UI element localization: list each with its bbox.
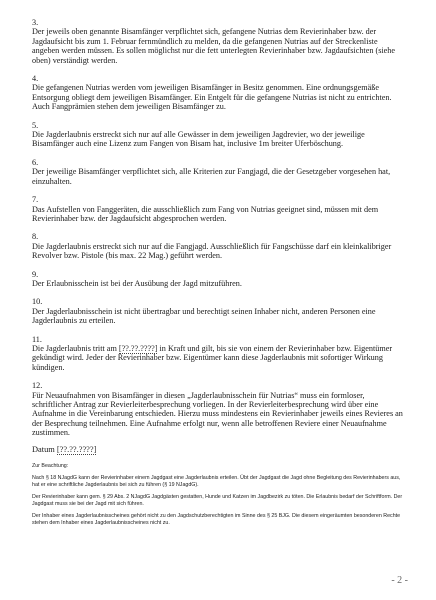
section-text: Der jeweils oben genannte Bisamfänger verpflichtet sich, gefangene Nutrias dem Revierinhaber bzw. der Jagdaufsicht bis zum 1. Februar fernmündlich zu melden, da die gefangenen Nutrias auf der Streckenliste angeben werden müssen. Es sollen möglichst nur die fett unterlegten Revierinhaber bzw. Jagdaufsichten (siehe oben) verständigt werden.: [32, 27, 396, 65]
section-text: Für Neuaufnahmen von Bisamfänger in diesen „Jagderlaubnisschein für Nutrias“ muss ein formloser, schriftlicher Antrag zur Revierleiterbesprechung vorliegen. In der Revierleiterbesprechung wird über eine Aufnahme in die Vereinbarung entschieden. Hierzu muss mindestens ein Revierinhaber jeweils eines Revieres an der Besprechung teilnehmen. Eine Aufnahme erfolgt nur, wenn alle betroffenen Reviere einer Neuaufnahme zustimmen.: [32, 390, 403, 438]
section-12: [32, 381, 406, 437]
section-text: Der Erlaubnisschein ist bei der Ausübung der Jagd mitzuführen.: [32, 278, 242, 288]
notes-title: Zur Beachtung:: [32, 462, 69, 469]
section-11: [32, 335, 406, 373]
section-7: [32, 195, 406, 223]
datum-placeholder: [??.??.????]: [56, 444, 97, 454]
section-9: [32, 270, 406, 289]
section-text: Das Aufstellen von Fanggeräten, die ausschließlich zum Fang von Nutrias geeignet sind, müssen mit dem Revierinhaber bzw. der Jagdaufsicht abgesprochen werden.: [32, 204, 379, 223]
note-item: Der Inhaber eines Jagderlaubnisscheines gehört nicht zu den Jagdschutzberechtigten im Sinne des § 25 BJG. Die diesem eingeräumten besonderen Rechte stehen dem Inhaber eines Jagderlaubnisscheines nicht zu.: [32, 512, 401, 526]
section-text: Der Jagderlaubnisschein ist nicht übertragbar und berechtigt seinen Inhaber nicht, anderen Personen eine Jagderlaubnis zu erteilen.: [32, 306, 376, 326]
section-number: 11.: [32, 334, 42, 344]
datum-line: [32, 445, 406, 455]
section-number: 5.: [32, 120, 39, 130]
section-text: Die Jagderlaubnis erstreckt sich nur auf alle Gewässer in dem jeweiligen Jagdrevier, wo der jeweilige Bisamfänger auch eine Lizenz zum Fangen von Bisam hat, inclusive 1m breiter Uferböschung.: [32, 130, 365, 149]
section-3: [32, 18, 406, 65]
section-text: Der jeweilige Bisamfänger verpflichtet sich, alle Kriterien zur Fangjagd, die der Gesetzgeber vorgesehen hat, einzuhalten.: [32, 167, 391, 186]
section-number: 10.: [32, 297, 43, 307]
section-8: [32, 232, 406, 260]
section-number: 9.: [32, 269, 39, 279]
section-text-before: Die Jagderlaubnis tritt am: [32, 343, 119, 353]
section-number: 6.: [32, 157, 39, 167]
page-number: - 2 -: [391, 575, 408, 586]
section-number: 3.: [32, 18, 39, 27]
section-6: [32, 158, 406, 186]
note-item: Der Revierinhaber kann gem. § 29 Abs. 2 NJagdG Jagdgästen gestatten, Hunde und Katzen im Jagdbezirk zu töten. Die Erlaubnis bedarf der Schriftform. Der Jagdgast muss sie bei der Jagd mit sich führen.: [32, 493, 403, 507]
section-number: 12.: [32, 381, 43, 391]
section-4: [32, 74, 406, 112]
note-item: Nach § 18 NJagdG kann der Revierinhaber einem Jagdgast eine Jagderlaubnis erteilen. Übt der Jagdgast die Jagd ohne Begleitung des Revierinhabers aus, hat er eine schriftliche Jagderlaubnis bei sich zu führen (§ 19 NJagdG).: [32, 474, 401, 488]
section-number: 8.: [32, 232, 39, 242]
section-10: [32, 297, 406, 325]
section-text: Die Jagderlaubnis erstreckt sich nur auf die Fangjagd. Ausschließlich für Fangschüsse darf ein kleinkalibriger Revolver bzw. Pistole (bis max. 22 Mag.) geführt werden.: [32, 241, 392, 261]
date-placeholder: [??.??.????]: [118, 343, 158, 353]
section-5: [32, 121, 406, 149]
section-text-after: in Kraft und gilt, bis sie von einem der Revierinhaber bzw. Eigentümer gekündigt wird. Jeder der Revierinhaber bzw. Eigentümer kann diese Jagderlaubnis mit sofortiger Wirkung kündigen.: [32, 343, 393, 372]
section-text: [32, 344, 406, 372]
datum-label: Datum: [32, 444, 57, 454]
section-number: 4.: [32, 74, 39, 84]
section-number: 7.: [32, 195, 39, 205]
section-text: Die gefangenen Nutrias werden vom jeweiligen Bisamfänger in Besitz genommen. Eine ordnungsgemäße Entsorgung obliegt dem jeweiligen Bisamfänger. Ein Entgelt für die gefangene Nutrias ist nicht zu entrichten. Auch Fangprämien stehen dem jeweiligen Bisamfänger zu.: [32, 83, 392, 112]
